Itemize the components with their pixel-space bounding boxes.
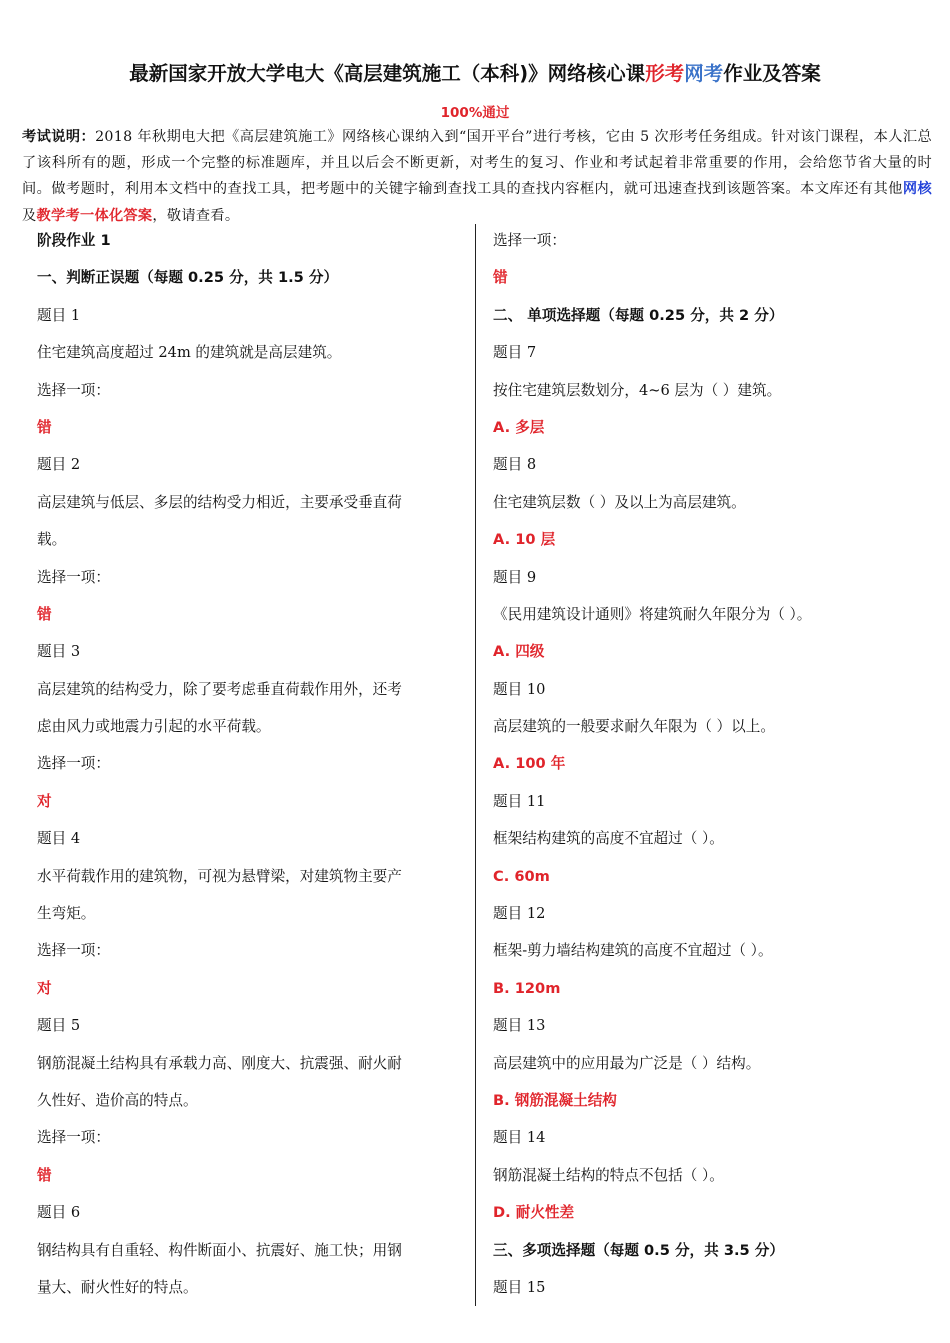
question-number: 题目 7	[493, 344, 537, 362]
column-divider	[475, 224, 476, 1306]
section-heading: 二、 单项选择题（每题 0.25 分，共 2 分）	[493, 306, 784, 324]
question-text: 钢结构具有自重轻、构件断面小、抗震好、施工快；用钢	[37, 1241, 402, 1259]
pass-badge: 100%通过	[440, 105, 510, 121]
question-number: 题目 13	[493, 1017, 546, 1035]
question-text: 高层建筑的结构受力，除了要考虑垂直荷载作用外，还考	[37, 680, 402, 698]
title-suffix: 作业及答案	[723, 62, 821, 85]
choose-one-label: 选择一项：	[37, 1129, 110, 1147]
document-title	[0, 58, 950, 86]
question-text: 《民用建筑设计通则》将建筑耐久年限分为（ ）。	[493, 605, 812, 623]
question-text: 钢筋混凝土结构具有承载力高、刚度大、抗震强、耐火耐	[37, 1054, 402, 1072]
question-text: 生弯矩。	[37, 905, 96, 923]
question-text: 载。	[37, 531, 67, 549]
answer-text: D. 耐火性差	[493, 1204, 575, 1222]
instructions-label: 考试说明：	[22, 129, 96, 145]
question-text: 久性好、造价高的特点。	[37, 1091, 198, 1109]
choose-one-label: 选择一项：	[37, 381, 110, 399]
question-text: 框架-剪力墙结构建筑的高度不宜超过（ ）。	[493, 942, 773, 960]
question-text: 住宅建筑高度超过 24m 的建筑就是高层建筑。	[37, 344, 342, 362]
answer-text: A. 多层	[493, 418, 545, 436]
answer-text: 错	[37, 1166, 52, 1184]
answer-text: A. 10 层	[493, 531, 556, 549]
question-text: 虑由风力或地震力引起的水平荷载。	[37, 718, 271, 736]
answer-text: 错	[37, 605, 52, 623]
question-text: 水平荷载作用的建筑物，可视为悬臂梁，对建筑物主要产	[37, 867, 402, 885]
teaching-answers-link[interactable]: 教学考一体化答案	[36, 207, 153, 224]
answer-text: C. 60m	[493, 867, 550, 885]
choose-one-label: 选择一项：	[37, 755, 110, 773]
answer-text: 错	[37, 418, 52, 436]
section-heading: 阶段作业 1	[37, 232, 111, 249]
question-text: 框架结构建筑的高度不宜超过（ ）。	[493, 830, 724, 848]
question-text: 高层建筑的一般要求耐久年限为（ ）以上。	[493, 718, 775, 736]
question-number: 题目 15	[493, 1278, 546, 1296]
choose-one-label: 选择一项：	[37, 568, 110, 586]
question-text: 量大、耐火性好的特点。	[37, 1278, 198, 1296]
instructions-end: ，敬请查看。	[152, 207, 240, 224]
choose-one-label: 选择一项：	[493, 232, 566, 249]
question-number: 题目 14	[493, 1129, 546, 1147]
answer-text: B. 120m	[493, 979, 561, 997]
title-wangkao: 网考	[684, 62, 724, 85]
question-number: 题目 3	[37, 643, 81, 661]
answer-text: A. 四级	[493, 643, 545, 661]
question-number: 题目 10	[493, 680, 546, 698]
section-heading: 三、多项选择题（每题 0.5 分，共 3.5 分）	[493, 1241, 784, 1259]
answer-text: 错	[493, 269, 508, 287]
question-text: 按住宅建筑层数划分，4~6 层为（ ）建筑。	[493, 381, 782, 399]
wanghe-link[interactable]: 网核	[902, 181, 932, 198]
question-text: 钢筋混凝土结构的特点不包括（ ）。	[493, 1166, 724, 1184]
question-text: 高层建筑中的应用最为广泛是（ ）结构。	[493, 1054, 761, 1072]
question-number: 题目 12	[493, 905, 546, 923]
question-text: 高层建筑与低层、多层的结构受力相近，主要承受垂直荷	[37, 493, 402, 511]
question-number: 题目 9	[493, 568, 537, 586]
question-number: 题目 4	[37, 830, 81, 848]
answer-text: A. 100 年	[493, 755, 566, 773]
left-column	[37, 222, 462, 1306]
question-number: 题目 6	[37, 1204, 81, 1222]
right-column	[493, 222, 923, 1306]
question-number: 题目 1	[37, 306, 81, 324]
instructions-and: 及	[22, 207, 37, 224]
question-number: 题目 8	[493, 456, 537, 474]
choose-one-label: 选择一项：	[37, 942, 110, 960]
answer-text: B. 钢筋混凝土结构	[493, 1091, 617, 1109]
title-main: 最新国家开放大学电大《高层建筑施工（本科)》网络核心课	[129, 62, 646, 85]
question-number: 题目 5	[37, 1017, 81, 1035]
answer-text: 对	[37, 792, 52, 810]
exam-instructions	[22, 124, 932, 229]
question-text: 住宅建筑层数（ ）及以上为高层建筑。	[493, 493, 746, 511]
question-number: 题目 2	[37, 456, 81, 474]
instructions-text: 2018 年秋期电大把《高层建筑施工》网络核心课纳入到“国开平台”进行考核，它由 5 次形考任务组成。针对该门课程，本人汇总了该科所有的题，形成一个完整的标准题库，并且以后会不断更新，对考生的复习、作业和考试起着非常重要的作用，会给您节省大量的时间。做考题时，利用本文档中的查找工具，把考题中的关键字输到查找工具的查找内容框内，就可迅速查找到该题答案。本文库还有其他	[22, 129, 932, 198]
answer-text: 对	[37, 979, 52, 997]
section-heading: 一、判断正误题（每题 0.25 分，共 1.5 分）	[37, 269, 339, 287]
question-number: 题目 11	[493, 792, 546, 810]
title-xingkao: 形考	[645, 62, 685, 85]
